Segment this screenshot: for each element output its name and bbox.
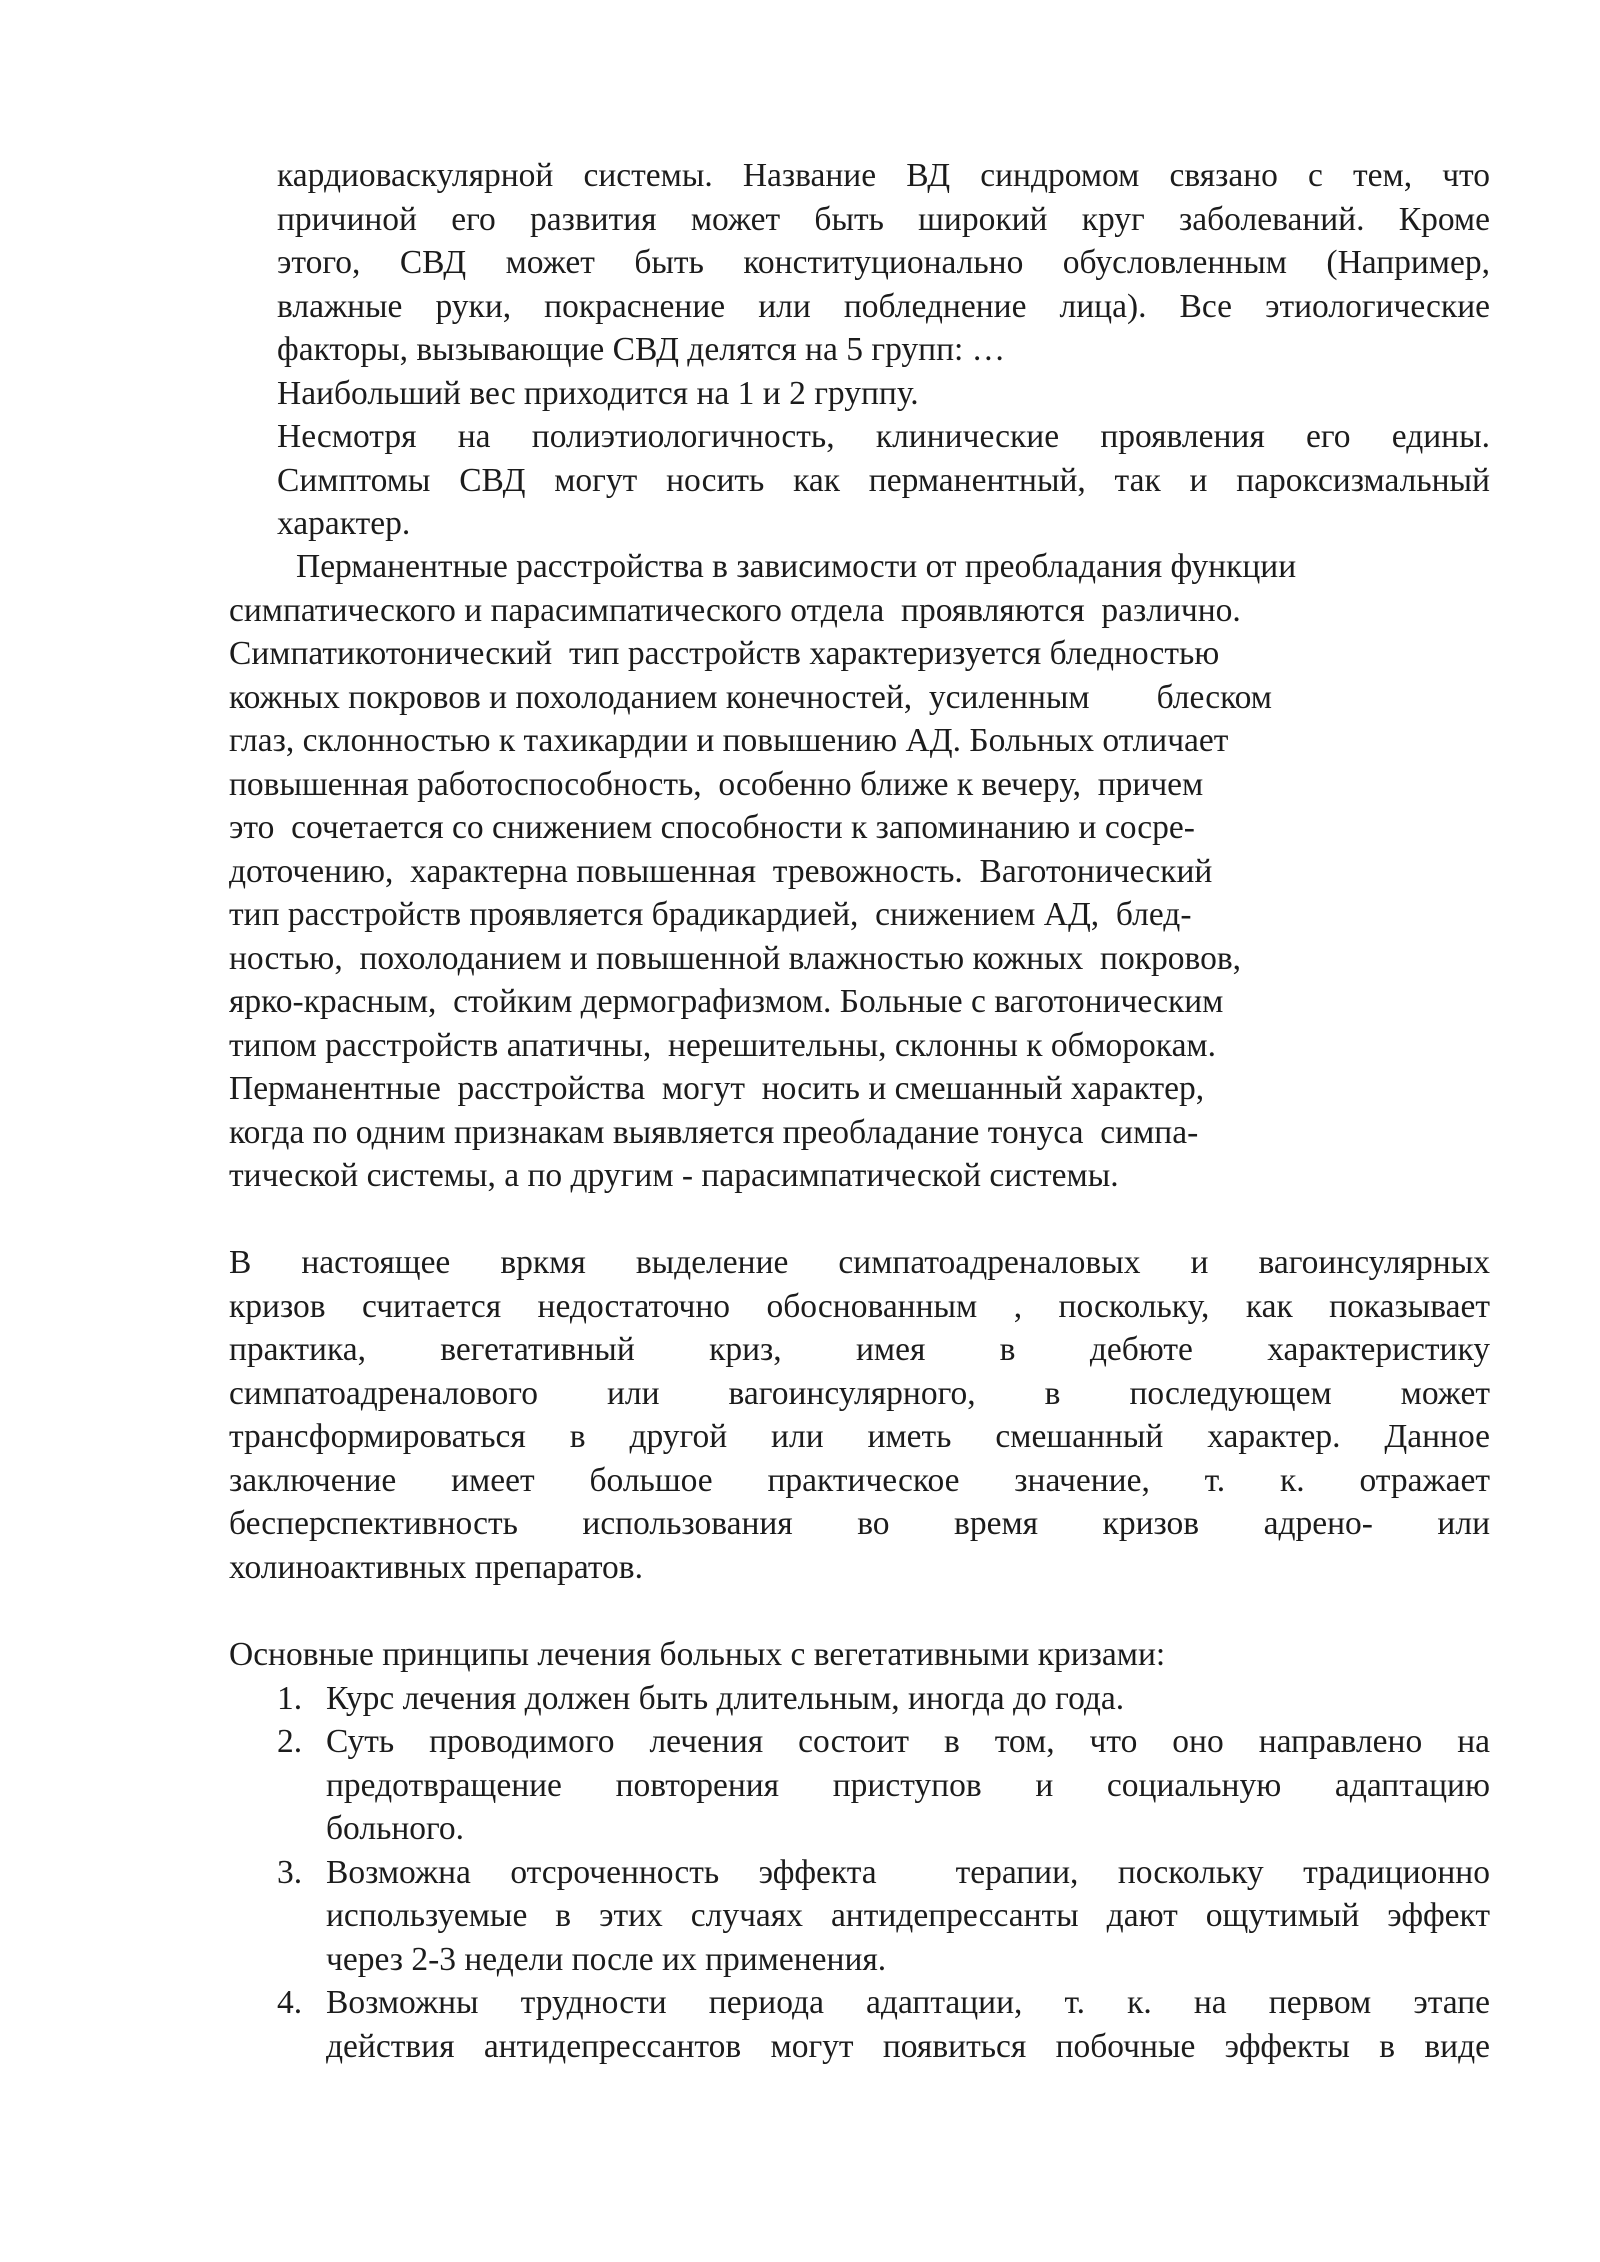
treatment-principles bbox=[229, 1633, 1490, 2068]
text-line: повышенная работоспособность, особенно ближе к вечеру, причем bbox=[229, 765, 1204, 803]
list-number: 1. bbox=[277, 1679, 303, 1717]
text-line: ностью, похолоданием и повышенной влажностью кожных покровов, bbox=[229, 939, 1242, 977]
text-line: Перманентные расстройства в зависимости от преобладания функции bbox=[229, 548, 1297, 585]
text-line: действия антидепрессантов могут появиться побочные эффекты в виде bbox=[326, 2027, 1490, 2065]
text-line: Перманентные расстройства могут носить и смешанный характер, bbox=[229, 1070, 1205, 1107]
crises-paragraph bbox=[229, 1241, 1490, 1589]
text-line: кардиоваскулярной системы. Название ВД синдромом связано с тем, что bbox=[277, 157, 1490, 194]
text-line: Симпатикотонический тип расстройств характеризуется бледностью bbox=[229, 635, 1220, 672]
text-line: через 2-3 недели после их применения. bbox=[326, 1940, 887, 1978]
text-line: симпатоадреналового или вагоинсулярного, в последующем может bbox=[229, 1374, 1490, 1412]
intro-paragraph bbox=[277, 154, 1490, 546]
text-line: причиной его развития может быть широкий круг заболеваний. Кроме bbox=[277, 200, 1490, 238]
permanent-disorders-paragraph bbox=[229, 545, 1490, 1198]
text-line: Возможна отсроченность эффекта терапии, поскольку традиционно bbox=[326, 1853, 1490, 1891]
list-number: 3. bbox=[277, 1853, 303, 1891]
list-number: 2. bbox=[277, 1723, 303, 1760]
list-item bbox=[229, 1677, 1490, 1721]
text-line: Возможны трудности периода адаптации, т. к. на первом этапе bbox=[326, 1984, 1490, 2021]
list-item-body bbox=[326, 1720, 1490, 1851]
text-line: бесперспективность использования во время кризов адрено- или bbox=[229, 1505, 1490, 1542]
list-item-body bbox=[326, 1851, 1490, 1982]
text-line: кризов считается недостаточно обоснованным , поскольку, как показывает bbox=[229, 1287, 1490, 1325]
text-line: холиноактивных препаратов. bbox=[229, 1548, 643, 1586]
text-line: Суть проводимого лечения состоит в том, что оно направлено на bbox=[326, 1723, 1490, 1760]
list-item-body bbox=[326, 1981, 1490, 2068]
list-item bbox=[229, 1720, 1490, 1851]
text-line: Курс лечения должен быть длительным, иногда до года. bbox=[326, 1679, 1125, 1717]
text-line: В настоящее вркмя выделение симпатоадреналовых и вагоинсулярных bbox=[229, 1244, 1490, 1281]
text-line: типом расстройств апатичны, нерешительны, склонны к обморокам. bbox=[229, 1026, 1217, 1064]
text-line: практика, вегетативный криз, имея в дебюте характеристику bbox=[229, 1331, 1490, 1368]
text-line: влажные руки, покраснение или побледнение лица). Все этиологические bbox=[277, 287, 1490, 325]
text-line: характер. bbox=[277, 505, 411, 542]
text-line: тической системы, а по другим - парасимпатической системы. bbox=[229, 1157, 1119, 1194]
text-line: трансформироваться в другой или иметь смешанный характер. Данное bbox=[229, 1418, 1490, 1455]
text-line: когда по одним признакам выявляется преобладание тонуса симпа- bbox=[229, 1113, 1199, 1151]
text-line: глаз, склонностью к тахикардии и повышению АД. Больных отличает bbox=[229, 722, 1229, 759]
text-line: это сочетается со снижением способности к запоминанию и сосре- bbox=[229, 809, 1195, 846]
text-line: Наибольший вес приходится на 1 и 2 группу. bbox=[277, 374, 919, 412]
text-line: используемые в этих случаях антидепрессанты дают ощутимый эффект bbox=[326, 1897, 1490, 1934]
section-heading: Основные принципы лечения больных с вегетативными кризами: bbox=[229, 1636, 1166, 1673]
text-line: Несмотря на полиэтиологичность, клинические проявления его едины. bbox=[277, 418, 1490, 455]
text-line: больного. bbox=[326, 1810, 465, 1847]
text-line: доточению, характерна повышенная тревожность. Ваготонический bbox=[229, 852, 1213, 890]
list-number: 4. bbox=[277, 1984, 303, 2021]
text-line: заключение имеет большое практическое значение, т. к. отражает bbox=[229, 1461, 1490, 1499]
text-line: факторы, вызывающие СВД делятся на 5 групп: … bbox=[277, 331, 1006, 368]
list-item bbox=[229, 1981, 1490, 2068]
text-line: кожных покровов и похолоданием конечностей, усиленным блеском bbox=[229, 678, 1272, 716]
text-line: Симптомы СВД могут носить как перманентный, так и пароксизмальный bbox=[277, 461, 1490, 499]
list-item-body bbox=[326, 1677, 1490, 1721]
text-line: этого, СВД может быть конституционально обусловленным (Например, bbox=[277, 244, 1490, 281]
text-line: предотвращение повторения приступов и социальную адаптацию bbox=[326, 1766, 1490, 1804]
text-line: тип расстройств проявляется брадикардией, снижением АД, блед- bbox=[229, 896, 1192, 933]
text-line: ярко-красным, стойким дермографизмом. Больные с ваготоническим bbox=[229, 983, 1224, 1020]
list-item bbox=[229, 1851, 1490, 1982]
text-line: симпатического и парасимпатического отдела проявляются различно. bbox=[229, 591, 1241, 629]
